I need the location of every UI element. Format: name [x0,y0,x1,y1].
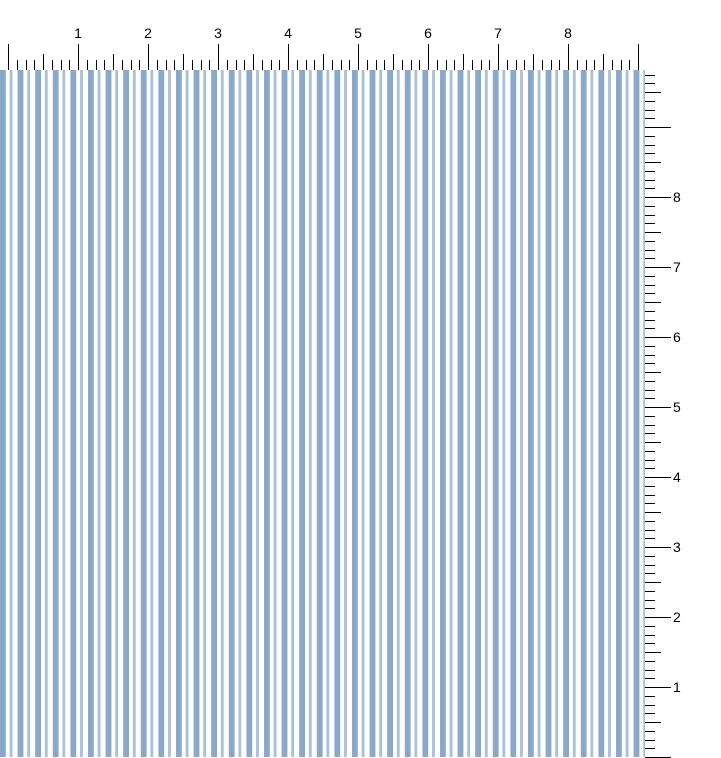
ruler-tick [638,44,639,70]
ruler-label: 6 [673,329,681,345]
ruler-tick [645,608,655,609]
ruler-tick [645,276,655,277]
ruler-tick [645,740,655,741]
ruler-tick [559,60,560,70]
ruler-tick [384,60,385,70]
ruler-tick [645,293,655,294]
ruler-tick [306,60,307,70]
ruler-label: 4 [284,25,292,41]
ruler-tick [454,60,455,70]
ruler-tick [323,54,324,70]
ruler-tick [645,696,655,697]
ruler-tick [645,83,655,84]
ruler-tick [174,60,175,70]
ruler-tick [645,722,661,723]
ruler-tick [645,416,655,417]
ruler-tick [645,565,655,566]
ruler-tick [314,60,315,70]
ruler-tick [288,44,289,70]
ruler-tick [645,355,655,356]
ruler-tick [349,60,350,70]
ruler-tick [645,538,655,539]
ruler-tick [645,600,655,601]
ruler-tick [524,60,525,70]
ruler-tick [489,60,490,70]
ruler-tick [402,60,403,70]
ruler-tick [645,145,655,146]
ruler-tick [645,468,655,469]
ruler-tick [645,503,655,504]
ruler-tick [645,188,655,189]
ruler-tick [645,477,671,478]
ruler-tick [645,442,661,443]
ruler-tick [645,363,655,364]
ruler-label: 8 [673,189,681,205]
ruler-tick [645,206,655,207]
ruler-tick [645,223,655,224]
ruler-tick [297,60,298,70]
ruler-tick [262,60,263,70]
ruler-tick [645,495,655,496]
ruler-tick [183,54,184,70]
ruler-tick [645,320,655,321]
ruler-tick [43,54,44,70]
ruler-tick [253,54,254,70]
ruler-tick [645,110,655,111]
ruler-tick [645,713,655,714]
ruler-tick [645,521,655,522]
ruler-tick [645,171,655,172]
ruler-label: 5 [354,25,362,41]
ruler-tick [463,54,464,70]
ruler-tick [645,381,655,382]
ruler-tick [645,153,655,154]
ruler-tick [645,372,661,373]
ruler-tick [645,127,671,128]
ruler-tick [645,75,655,76]
ruler-tick [645,136,655,137]
ruler-tick [376,60,377,70]
ruler-tick [393,54,394,70]
ruler-tick [645,705,655,706]
ruler-tick [645,197,671,198]
ruler-tick [227,60,228,70]
ruler-tick [209,60,210,70]
ruler-tick [533,54,534,70]
ruler-tick [472,60,473,70]
ruler-tick [594,60,595,70]
ruler-tick [551,60,552,70]
ruler-tick [139,60,140,70]
ruler-tick [645,460,655,461]
ruler-label: 3 [214,25,222,41]
ruler-tick [645,451,655,452]
ruler-tick [645,547,671,548]
ruler-tick [645,582,661,583]
ruler-tick [645,748,655,749]
ruler-label: 2 [673,609,681,625]
ruler-tick [645,591,655,592]
ruler-tick [645,678,655,679]
ruler-tick [645,250,655,251]
ruler-label: 6 [424,25,432,41]
ruler-tick [157,60,158,70]
ruler-tick [645,556,655,557]
ruler-tick [113,54,114,70]
ruler-tick [645,626,655,627]
ruler-label: 1 [673,679,681,695]
ruler-tick [645,635,655,636]
ruler-tick [645,652,661,653]
ruler-tick [645,241,655,242]
ruler-tick [446,60,447,70]
ruler-tick [419,60,420,70]
ruler-tick [69,60,70,70]
stripe-pattern [0,70,645,757]
ruler-tick [645,337,671,338]
ruler-tick [612,60,613,70]
ruler-tick [645,643,655,644]
ruler-tick [645,486,655,487]
ruler-tick [645,661,655,662]
ruler-tick [645,670,655,671]
ruler-label: 8 [564,25,572,41]
ruler-tick [645,311,655,312]
ruler-tick [332,60,333,70]
ruler-tick [17,60,18,70]
ruler-label: 2 [144,25,152,41]
ruler-tick [78,44,79,70]
vertical-ruler [645,70,721,757]
ruler-tick [87,60,88,70]
fabric-swatch [0,70,645,757]
ruler-tick [645,617,671,618]
ruler-tick [367,60,368,70]
ruler-tick [645,346,655,347]
ruler-tick [645,731,655,732]
ruler-tick [645,258,655,259]
ruler-tick [236,60,237,70]
ruler-tick [131,60,132,70]
ruler-tick [542,60,543,70]
ruler-tick [428,44,429,70]
ruler-tick [645,101,655,102]
ruler-tick [192,60,193,70]
ruler-tick [61,60,62,70]
ruler-tick [603,54,604,70]
ruler-tick [645,162,661,163]
ruler-tick [122,60,123,70]
ruler-tick [104,60,105,70]
ruler-tick [279,60,280,70]
ruler-tick [645,92,661,93]
ruler-tick [26,60,27,70]
ruler-tick [629,60,630,70]
ruler-label: 7 [494,25,502,41]
ruler-tick [586,60,587,70]
ruler-label: 5 [673,399,681,415]
ruler-tick [437,60,438,70]
ruler-tick [481,60,482,70]
ruler-tick [645,180,655,181]
ruler-tick [271,60,272,70]
ruler-tick [645,302,661,303]
ruler-tick [166,60,167,70]
ruler-tick [645,215,655,216]
ruler-tick [411,60,412,70]
ruler-tick [498,44,499,70]
ruler-tick [645,425,655,426]
ruler-tick [645,573,655,574]
ruler-tick [96,60,97,70]
ruler-tick [568,44,569,70]
ruler-tick [244,60,245,70]
ruler-tick [201,60,202,70]
ruler-tick [358,44,359,70]
ruler-tick [621,60,622,70]
ruler-label: 4 [673,469,681,485]
ruler-label: 3 [673,539,681,555]
ruler-tick [645,232,661,233]
ruler-tick [645,390,655,391]
ruler-label: 7 [673,259,681,275]
ruler-tick [645,398,655,399]
ruler-tick [645,328,655,329]
ruler-tick [52,60,53,70]
ruler-tick [218,44,219,70]
ruler-tick [34,60,35,70]
ruler-tick [645,530,655,531]
ruler-label: 1 [74,25,82,41]
ruler-tick [645,687,671,688]
ruler-tick [577,60,578,70]
ruler-tick [507,60,508,70]
ruler-tick [645,433,655,434]
ruler-tick [645,407,671,408]
ruler-tick [645,118,655,119]
ruler-tick [645,512,661,513]
ruler-tick [516,60,517,70]
ruler-tick [148,44,149,70]
ruler-tick [8,44,9,70]
horizontal-ruler [0,0,645,70]
ruler-tick [341,60,342,70]
ruler-tick [645,285,655,286]
ruler-tick [645,267,671,268]
